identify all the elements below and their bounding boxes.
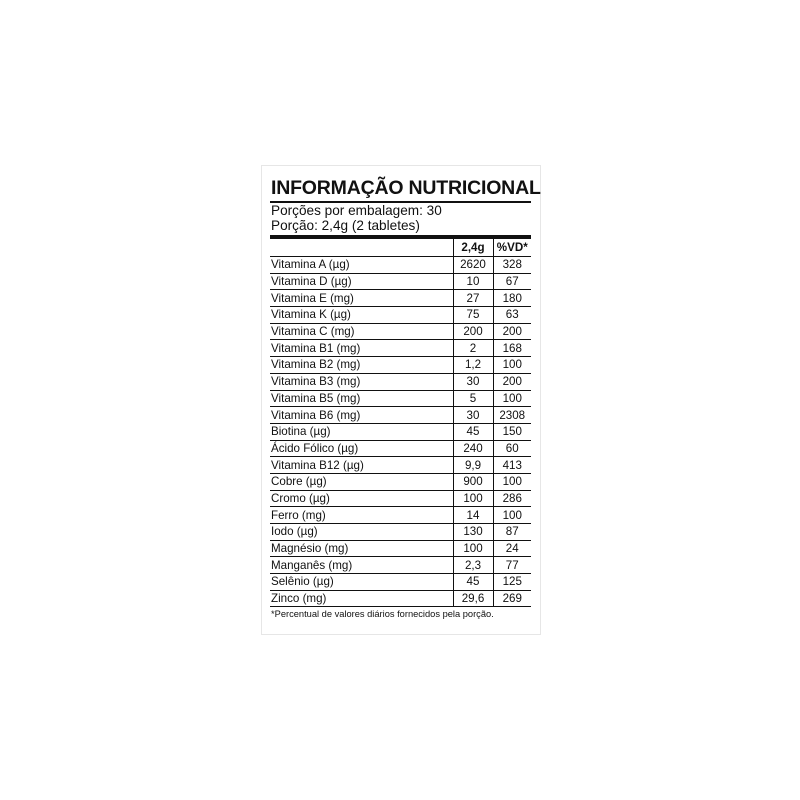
nutrient-name: Vitamina B1 (mg)	[270, 340, 453, 357]
nutrient-amount: 45	[453, 423, 493, 440]
table-row	[270, 557, 531, 574]
nutrient-name: Vitamina B2 (mg)	[270, 357, 453, 374]
nutrient-name: Vitamina K (µg)	[270, 307, 453, 324]
nutrient-name: Cromo (µg)	[270, 490, 453, 507]
table-row	[270, 373, 531, 390]
table-row	[270, 257, 531, 274]
table-row	[270, 390, 531, 407]
nutrient-amount: 130	[453, 524, 493, 541]
table-row	[270, 473, 531, 490]
nutrient-amount: 5	[453, 390, 493, 407]
nutrient-daily-value: 200	[493, 373, 531, 390]
nutrient-amount: 200	[453, 323, 493, 340]
nutrient-daily-value: 180	[493, 290, 531, 307]
table-row	[270, 590, 531, 607]
nutrient-amount: 10	[453, 273, 493, 290]
nutrient-name: Zinco (mg)	[270, 590, 453, 607]
nutrient-name: Biotina (µg)	[270, 423, 453, 440]
nutrient-name: Iodo (µg)	[270, 524, 453, 541]
nutrient-amount: 2,3	[453, 557, 493, 574]
table-row	[270, 273, 531, 290]
nutrient-amount: 2620	[453, 257, 493, 274]
nutrient-amount: 100	[453, 540, 493, 557]
table-row	[270, 524, 531, 541]
nutrient-name: Vitamina E (mg)	[270, 290, 453, 307]
header-nutrient	[270, 239, 453, 257]
table-row	[270, 457, 531, 474]
nutrient-daily-value: 286	[493, 490, 531, 507]
servings-per-package: Porções por embalagem: 30	[271, 203, 442, 218]
nutrition-table	[270, 239, 531, 607]
nutrient-daily-value: 168	[493, 340, 531, 357]
nutrient-daily-value: 67	[493, 273, 531, 290]
nutrient-daily-value: 77	[493, 557, 531, 574]
table-row	[270, 357, 531, 374]
nutrient-daily-value: 125	[493, 574, 531, 591]
nutrient-daily-value: 60	[493, 440, 531, 457]
nutrient-amount: 30	[453, 373, 493, 390]
nutrient-name: Manganês (mg)	[270, 557, 453, 574]
nutrient-name: Ferro (mg)	[270, 507, 453, 524]
table-row	[270, 574, 531, 591]
nutrient-name: Magnésio (mg)	[270, 540, 453, 557]
table-row	[270, 440, 531, 457]
nutrient-amount: 29,6	[453, 590, 493, 607]
nutrient-daily-value: 328	[493, 257, 531, 274]
table-row	[270, 540, 531, 557]
header-daily-value: %VD*	[493, 239, 531, 257]
nutrient-daily-value: 87	[493, 524, 531, 541]
header-amount: 2,4g	[453, 239, 493, 257]
nutrient-daily-value: 100	[493, 390, 531, 407]
nutrient-daily-value: 269	[493, 590, 531, 607]
nutrient-daily-value: 100	[493, 473, 531, 490]
label-title: INFORMAÇÃO NUTRICIONAL	[271, 177, 541, 199]
nutrient-name: Vitamina B5 (mg)	[270, 390, 453, 407]
nutrient-daily-value: 150	[493, 423, 531, 440]
table-row	[270, 423, 531, 440]
table-header-row	[270, 239, 531, 257]
nutrient-name: Ácido Fólico (µg)	[270, 440, 453, 457]
table-row	[270, 407, 531, 424]
nutrient-daily-value: 63	[493, 307, 531, 324]
nutrient-amount: 75	[453, 307, 493, 324]
nutrient-daily-value: 100	[493, 507, 531, 524]
table-row	[270, 507, 531, 524]
nutrient-amount: 30	[453, 407, 493, 424]
nutrient-daily-value: 100	[493, 357, 531, 374]
nutrient-name: Vitamina B6 (mg)	[270, 407, 453, 424]
nutrient-amount: 900	[453, 473, 493, 490]
nutrient-amount: 45	[453, 574, 493, 591]
nutrient-name: Selênio (µg)	[270, 574, 453, 591]
nutrient-name: Vitamina C (mg)	[270, 323, 453, 340]
nutrient-daily-value: 413	[493, 457, 531, 474]
nutrient-name: Vitamina B12 (µg)	[270, 457, 453, 474]
footnote: *Percentual de valores diários fornecidos pela porção.	[271, 609, 494, 619]
nutrient-amount: 1,2	[453, 357, 493, 374]
nutrient-amount: 240	[453, 440, 493, 457]
table-row	[270, 490, 531, 507]
nutrient-amount: 14	[453, 507, 493, 524]
nutrient-amount: 27	[453, 290, 493, 307]
table-row	[270, 323, 531, 340]
nutrient-name: Vitamina D (µg)	[270, 273, 453, 290]
nutrient-daily-value: 200	[493, 323, 531, 340]
table-row	[270, 307, 531, 324]
nutrient-amount: 100	[453, 490, 493, 507]
nutrient-amount: 9,9	[453, 457, 493, 474]
nutrient-name: Vitamina A (µg)	[270, 257, 453, 274]
serving-size: Porção: 2,4g (2 tabletes)	[271, 218, 420, 233]
nutrient-name: Cobre (µg)	[270, 473, 453, 490]
nutrient-daily-value: 24	[493, 540, 531, 557]
nutrient-name: Vitamina B3 (mg)	[270, 373, 453, 390]
table-row	[270, 290, 531, 307]
nutrient-amount: 2	[453, 340, 493, 357]
table-row	[270, 340, 531, 357]
nutrient-daily-value: 2308	[493, 407, 531, 424]
